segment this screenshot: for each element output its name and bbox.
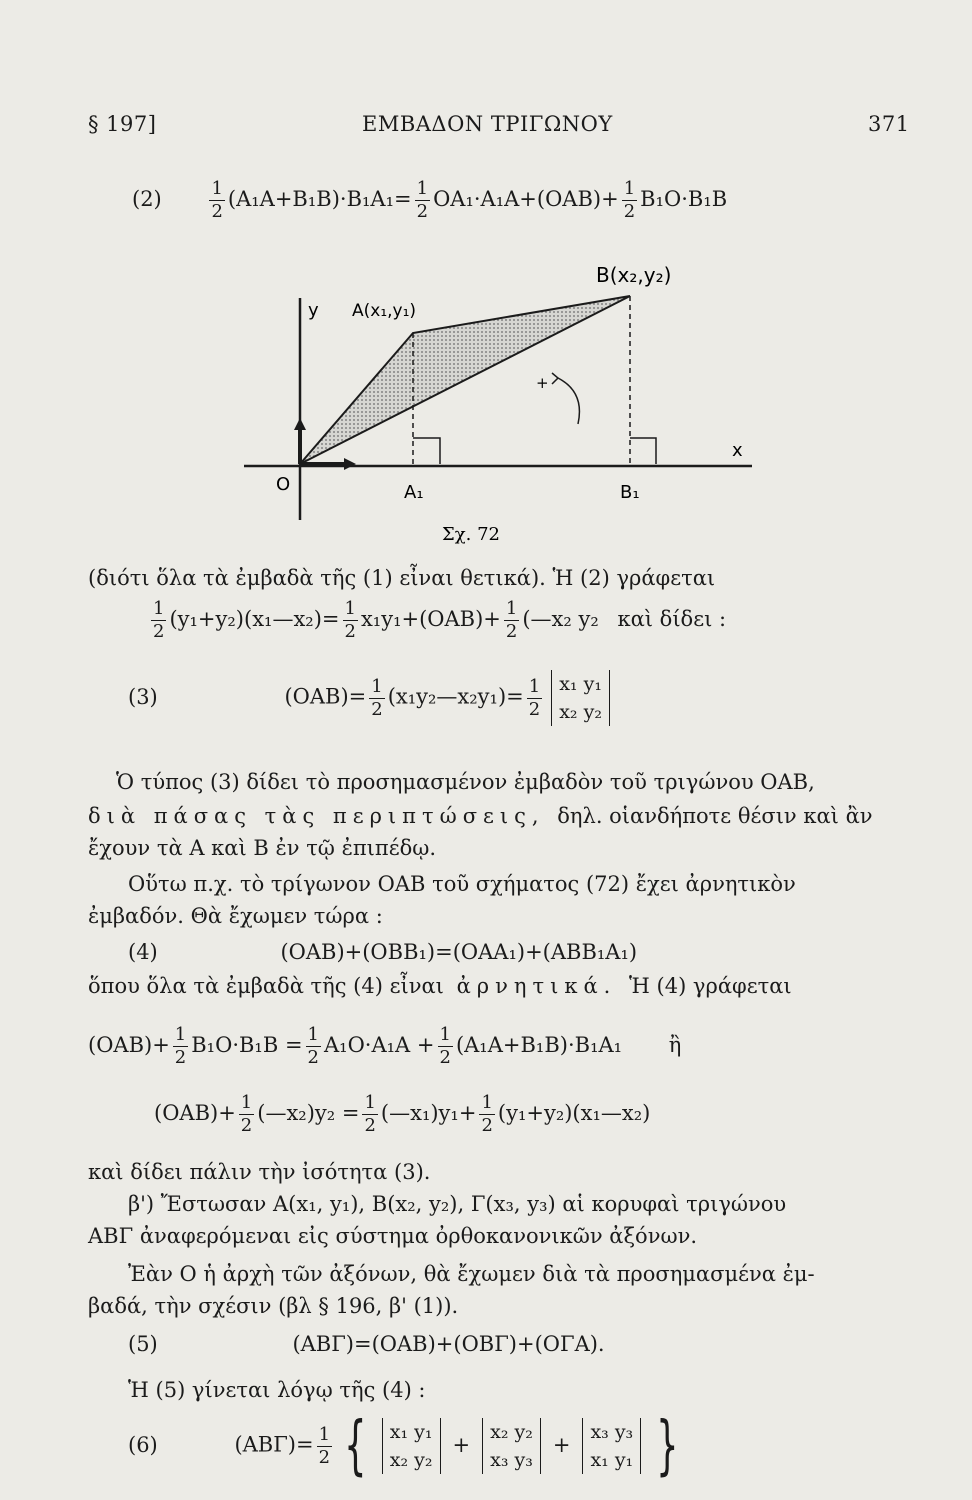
equation-part: (A₁A+B₁B)·B₁A₁= <box>227 187 412 211</box>
equation-part: x₁y₁+(OAB)+ <box>360 607 501 631</box>
determinant: x₁ y₁ x₂ y₂ <box>551 670 610 726</box>
label-point-b: B(x₂,y₂) <box>596 263 672 287</box>
equation-tag: (6) <box>128 1432 158 1457</box>
equation-part: (—x₁)y₁+ <box>380 1101 477 1125</box>
equation-part: (—x₂ y₂ <box>522 607 599 631</box>
equation-2 <box>132 178 727 223</box>
arrowhead-x <box>344 458 356 470</box>
paragraph-line: Ἐὰν O ἡ ἀρχὴ τῶν ἀξόνων, θὰ ἔχωμεν διὰ τὰ προσημασμένα ἐμ- <box>128 1262 815 1286</box>
equation-tag: (3) <box>128 684 158 709</box>
equation-part: B₁O·B₁B = <box>191 1033 303 1057</box>
rotation-arrow <box>558 378 579 424</box>
label-origin: O <box>276 474 291 495</box>
equation-part: (OAB)= <box>284 684 367 709</box>
equation-body: (ΑΒΓ)=(OAB)+(OBΓ)+(OΓA). <box>292 1332 605 1356</box>
fraction: $\frac{1}{2}$ <box>528 675 541 720</box>
fraction: $\frac{1}{2}$ <box>416 178 429 222</box>
equation-6 <box>128 1409 688 1483</box>
equation-part: B₁O·B₁B <box>640 187 728 211</box>
equation-tag: (2) <box>132 187 162 211</box>
label-b1: B₁ <box>620 482 640 503</box>
fraction: $\frac{1}{2}$ <box>481 1092 493 1136</box>
spaced-emphasis: διὰ πάσας τὰς περιπτώσεις, <box>88 804 545 828</box>
fraction: $\frac{1}{2}$ <box>240 1092 253 1136</box>
determinant-3: x₃ y₃ x₁ y₁ <box>582 1418 641 1474</box>
equation-part: (A₁A+B₁B)·B₁A₁ <box>455 1033 623 1057</box>
label-y-axis: y <box>308 300 319 321</box>
fraction: $\frac{1}{2}$ <box>344 598 356 642</box>
determinant-2: x₂ y₂ x₃ y₃ <box>482 1418 541 1474</box>
fraction: $\frac{1}{2}$ <box>364 1092 376 1136</box>
right-brace: } <box>656 1409 679 1483</box>
right-angle-a1 <box>413 438 440 464</box>
equation-part: (y₁+y₂)(x₁—x₂)= <box>169 607 340 631</box>
triangle-oab <box>300 296 630 464</box>
fraction: $\frac{1}{2}$ <box>307 1024 319 1068</box>
rotation-arrowhead <box>552 373 558 384</box>
equation-expanded-4b <box>154 1092 650 1137</box>
arrowhead-y <box>294 418 306 430</box>
paragraph-line: βαδά, τὴν σχέσιν (βλ § 196, β' (1)). <box>88 1294 459 1318</box>
equation-3 <box>128 670 616 726</box>
text-part: δηλ. οἱανδήποτε θέσιν καὶ ἂν <box>557 804 873 828</box>
equation-part: (y₁+y₂)(x₁—x₂) <box>497 1101 651 1125</box>
equation-tag: (5) <box>128 1332 158 1356</box>
fraction: $\frac{1}{2}$ <box>623 178 636 222</box>
page-number: 371 <box>868 112 910 136</box>
fraction: $\frac{1}{2}$ <box>318 1423 331 1468</box>
paragraph-line: Ἡ (5) γίνεται λόγῳ τῆς (4) : <box>128 1378 426 1402</box>
equation-part: (ΑΒΓ)= <box>234 1432 314 1457</box>
equation-text: ἢ <box>668 1033 682 1057</box>
figure-caption: Σχ. 72 <box>442 524 500 545</box>
fraction: $\frac{1}{2}$ <box>153 598 165 642</box>
label-a1: A₁ <box>404 482 424 503</box>
label-plus: + <box>536 374 549 392</box>
equation-part: (x₁y₂—x₂y₁)= <box>387 684 524 709</box>
equation-part: OA₁·A₁A+(OAB)+ <box>433 187 619 211</box>
text-part: ὅπου ὅλα τὰ ἐμβαδὰ τῆς (4) εἶναι <box>88 974 444 998</box>
plus-sign: + <box>452 1432 471 1457</box>
left-brace: { <box>344 1409 367 1483</box>
equation-5 <box>128 1332 605 1356</box>
fraction: $\frac{1}{2}$ <box>371 675 383 720</box>
equation-part: A₁O·A₁A + <box>324 1033 435 1057</box>
page-title: ΕΜΒΑΔΟΝ ΤΡΙΓΩΝΟΥ <box>362 112 613 136</box>
equation-tag: (4) <box>128 940 158 964</box>
fraction: $\frac{1}{2}$ <box>211 178 223 222</box>
fraction: $\frac{1}{2}$ <box>439 1024 451 1068</box>
plus-sign: + <box>552 1432 571 1457</box>
label-x-axis: x <box>732 440 743 461</box>
fraction: $\frac{1}{2}$ <box>174 1024 187 1068</box>
text-part: Ἡ (4) γράφεται <box>629 974 792 998</box>
paragraph-line: ἔχουν τὰ A καὶ B ἐν τῷ ἐπιπέδῳ. <box>88 836 437 860</box>
paragraph-line <box>88 804 873 828</box>
equation-text: καὶ δίδει : <box>617 607 727 631</box>
right-angle-b1 <box>630 438 656 464</box>
paragraph-line: ΑΒΓ ἀναφερόμεναι εἰς σύστημα ὀρθοκανονικῶν ἀξόνων. <box>88 1224 698 1248</box>
paragraph-line: ἐμβαδόν. Θὰ ἔχωμεν τώρα : <box>88 904 383 928</box>
equation-part: (OAB)+ <box>154 1101 236 1125</box>
paragraph-line: (διότι ὅλα τὰ ἐμβαδὰ τῆς (1) εἶναι θετικά). Ἡ (2) γράφεται <box>88 566 716 590</box>
equation-expanded-2 <box>148 598 726 643</box>
equation-expanded-4 <box>88 1024 681 1069</box>
paragraph-line <box>88 974 792 998</box>
section-number: § 197] <box>88 112 157 136</box>
paragraph-line: καὶ δίδει πάλιν τὴν ἰσότητα (3). <box>88 1160 431 1184</box>
equation-part: (OAB)+ <box>88 1033 170 1057</box>
figure-72 <box>240 258 760 562</box>
equation-body: (OAB)+(OBB₁)=(OAA₁)+(ABB₁A₁) <box>280 940 638 964</box>
equation-part: (—x₂)y₂ = <box>257 1101 360 1125</box>
label-point-a: A(x₁,y₁) <box>352 301 417 321</box>
determinant-1: x₁ y₁ x₂ y₂ <box>382 1418 441 1474</box>
paragraph-line: Ὁ τύπος (3) δίδει τὸ προσημασμένον ἐμβαδὸν τοῦ τριγώνου OAB, <box>116 770 815 794</box>
geometry-diagram <box>240 258 760 558</box>
paragraph-line: Οὕτω π.χ. τὸ τρίγωνον OAB τοῦ σχήματος (72) ἔχει ἀρνητικὸν <box>128 872 796 896</box>
spaced-emphasis: ἀρνητικά. <box>456 974 617 998</box>
fraction: $\frac{1}{2}$ <box>505 598 518 642</box>
paragraph-line: β') Ἔστωσαν A(x₁, y₁), B(x₂, y₂), Γ(x₃, y₃) αἱ κορυφαὶ τριγώνου <box>128 1192 787 1216</box>
equation-4 <box>128 940 637 964</box>
